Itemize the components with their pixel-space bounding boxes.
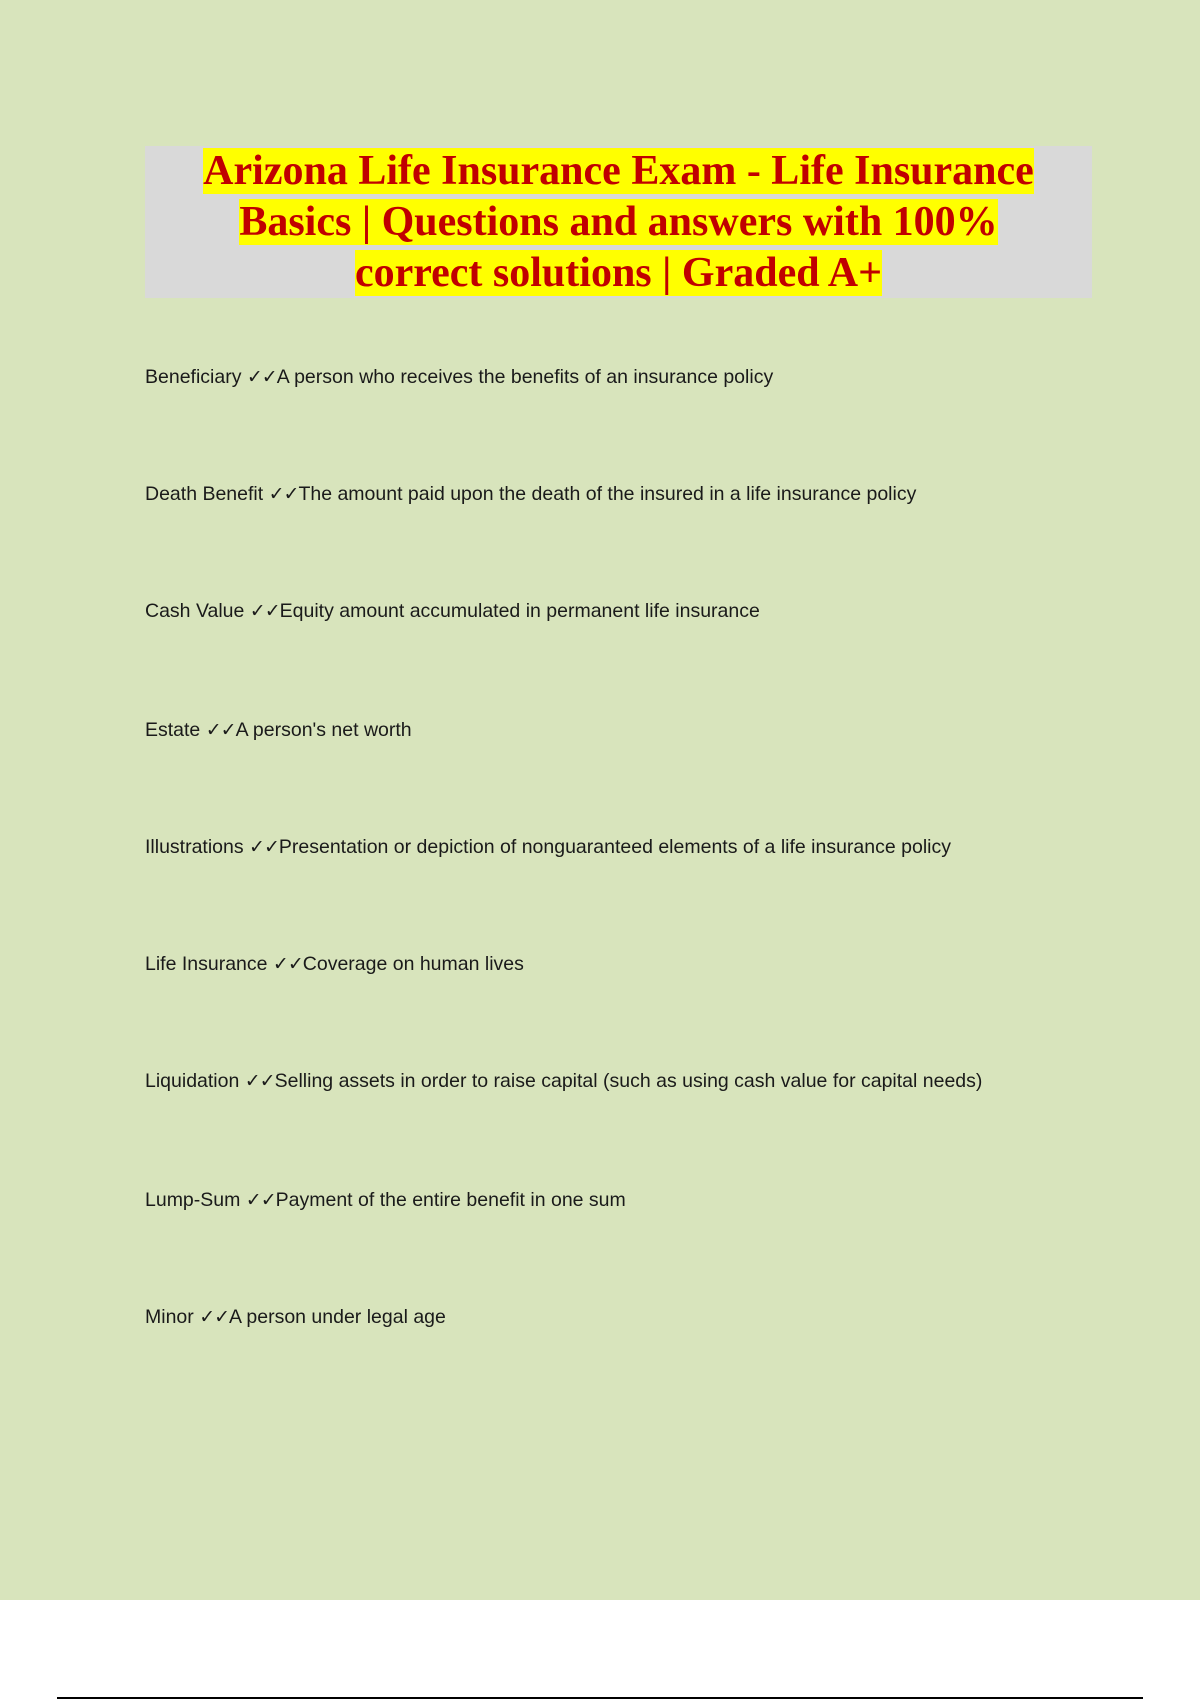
term: Beneficiary xyxy=(145,366,242,388)
definition: Presentation or depiction of nonguaranteed elements of a life insurance policy xyxy=(278,836,951,858)
definition: The amount paid upon the death of the insured in a life insurance policy xyxy=(298,483,917,505)
definition: Equity amount accumulated in permanent life insurance xyxy=(279,600,760,622)
term: Liquidation xyxy=(145,1070,240,1092)
term: Minor xyxy=(145,1306,194,1328)
double-check-icon: ✓✓ xyxy=(268,483,299,505)
list-item xyxy=(145,952,524,976)
document-title xyxy=(145,146,1092,299)
double-check-icon: ✓✓ xyxy=(199,1306,230,1328)
definition: Coverage on human lives xyxy=(302,953,524,975)
definition: A person who receives the benefits of an insurance policy xyxy=(276,366,774,388)
term: Lump-Sum xyxy=(145,1189,241,1211)
list-item xyxy=(145,482,916,506)
term: Death Benefit xyxy=(145,483,264,505)
double-check-icon: ✓✓ xyxy=(272,953,303,975)
definition: A person under legal age xyxy=(229,1306,446,1328)
term: Estate xyxy=(145,719,201,741)
list-item xyxy=(145,718,412,742)
list-item xyxy=(145,365,773,389)
double-check-icon: ✓✓ xyxy=(245,1189,276,1211)
term: Life Insurance xyxy=(145,953,268,975)
double-check-icon: ✓✓ xyxy=(249,836,279,858)
definition: Payment of the entire benefit in one sum xyxy=(275,1189,626,1211)
definition: A person's net worth xyxy=(235,719,412,741)
list-item xyxy=(145,1305,446,1329)
double-check-icon: ✓✓ xyxy=(249,600,280,622)
double-check-icon: ✓✓ xyxy=(244,1070,275,1092)
list-item xyxy=(145,599,760,623)
double-check-icon: ✓✓ xyxy=(205,719,236,741)
list-item xyxy=(145,1188,626,1212)
title-line-3: correct solutions | Graded A+ xyxy=(354,250,883,296)
term: Cash Value xyxy=(145,600,245,622)
term: Illustrations xyxy=(145,836,244,858)
title-line-1: Arizona Life Insurance Exam - Life Insurance xyxy=(203,148,1034,194)
footer-rule xyxy=(57,1697,1143,1699)
list-item xyxy=(145,835,951,859)
title-line-2: Basics | Questions and answers with 100% xyxy=(239,199,998,245)
definition: Selling assets in order to raise capital (such as using cash value for capital needs) xyxy=(274,1070,983,1092)
double-check-icon: ✓✓ xyxy=(246,366,277,388)
list-item xyxy=(145,1069,982,1093)
